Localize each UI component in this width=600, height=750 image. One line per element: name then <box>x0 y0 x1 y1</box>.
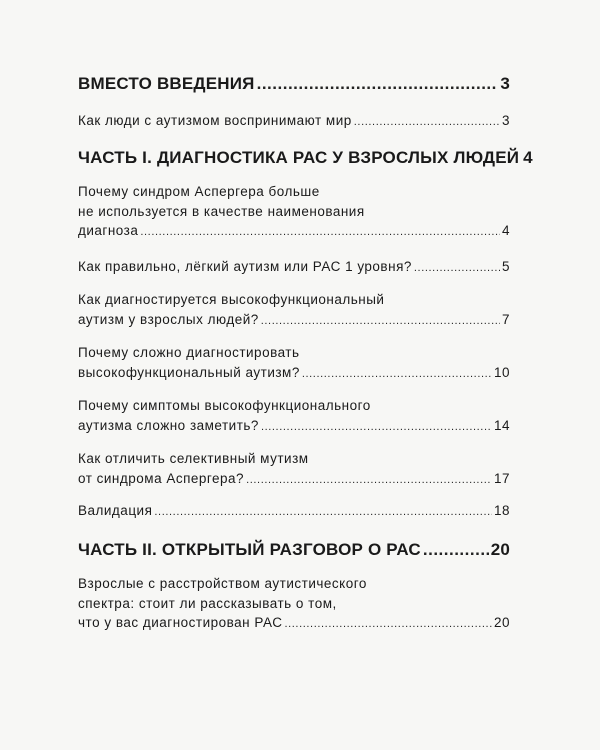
page-number: 3 <box>501 113 510 128</box>
page-number: 20 <box>490 540 510 559</box>
toc-part-2 <box>78 540 510 560</box>
entry-title-line: Как отличить селективный мутизм <box>78 451 309 466</box>
dot-leader <box>246 471 492 491</box>
entry-title-line: Почему симптомы высокофункционального <box>78 398 371 413</box>
page-number: 17 <box>493 470 510 486</box>
entry-title-line: высокофункциональный аутизм? <box>78 364 300 380</box>
toc-entry <box>78 449 510 490</box>
toc-entry <box>78 257 510 279</box>
entry-title-line: аутизма сложно заметить? <box>78 417 259 433</box>
dot-leader <box>261 418 492 438</box>
entry-title-line: что у вас диагностирован РАС <box>78 615 283 630</box>
toc-entry <box>78 182 510 243</box>
dot-leader <box>284 615 492 635</box>
entry-title-line: аутизм у взрослых людей? <box>78 311 259 327</box>
toc-part-1 <box>78 148 533 168</box>
toc-entry <box>78 343 510 384</box>
part-title: ВМЕСТО ВВЕДЕНИЯ <box>78 74 255 93</box>
page-number: 4 <box>523 148 533 167</box>
toc-entry <box>78 290 510 331</box>
entry-title-line: от синдрома Аспергера? <box>78 470 245 486</box>
entry-title: Как люди с аутизмом воспринимают мир <box>78 113 352 128</box>
toc-part-introduction <box>78 74 510 94</box>
dot-leader <box>423 540 489 560</box>
dot-leader <box>154 503 492 523</box>
toc-entry <box>78 574 510 635</box>
page-number: 5 <box>501 259 510 274</box>
entry-title-line: диагноза <box>78 223 139 238</box>
dot-leader <box>140 223 500 243</box>
dot-leader <box>414 259 500 279</box>
toc-entry <box>78 111 510 133</box>
entry-title-line: Как диагностируется высокофункциональный <box>78 292 385 307</box>
dot-leader <box>261 312 500 332</box>
page-number: 14 <box>493 417 510 433</box>
dot-leader <box>354 113 500 133</box>
toc-entry <box>78 396 510 437</box>
page-number: 18 <box>493 503 510 518</box>
toc-entry <box>78 501 510 523</box>
entry-title: Валидация <box>78 503 153 518</box>
entry-title-line: Почему синдром Аспергера больше <box>78 184 320 199</box>
dot-leader <box>302 365 492 385</box>
dot-leader <box>257 74 499 94</box>
entry-title-line: Взрослые с расстройством аутистического <box>78 576 367 591</box>
page-number: 20 <box>493 615 510 630</box>
page-number: 4 <box>501 223 510 238</box>
part-title: ЧАСТЬ I. ДИАГНОСТИКА РАС У ВЗРОСЛЫХ ЛЮДЕЙ <box>78 148 520 167</box>
entry-title: Как правильно, лёгкий аутизм или РАС 1 уровня? <box>78 259 412 274</box>
page-number: 3 <box>500 74 510 93</box>
page-number: 10 <box>493 364 510 380</box>
entry-title-line: Почему сложно диагностировать <box>78 345 300 360</box>
entry-title-line: спектра: стоит ли рассказывать о том, <box>78 595 337 611</box>
part-title: ЧАСТЬ II. ОТКРЫТЫЙ РАЗГОВОР О РАС <box>78 540 421 559</box>
page-number: 7 <box>501 311 510 327</box>
entry-title-line: не используется в качестве наименования <box>78 203 365 219</box>
